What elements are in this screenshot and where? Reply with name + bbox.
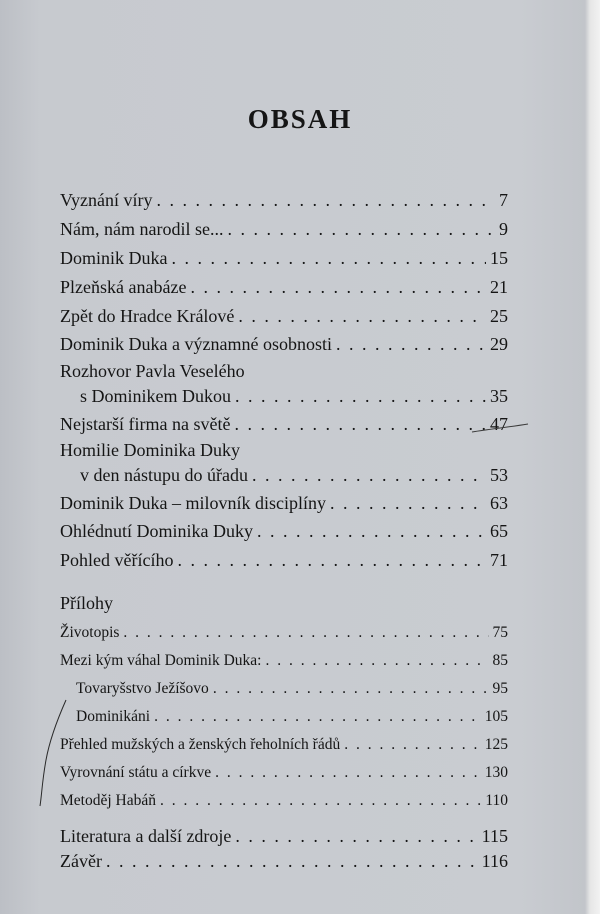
toc-entry: Nám, nám narodil se... . . . 9 <box>60 219 508 240</box>
toc-entry: Nejstarší firma na světě . . . 47 <box>60 414 508 435</box>
toc-entry: Ohlédnutí Dominika Duky . . . 65 <box>60 521 508 542</box>
toc-entry-line1: Rozhovor Pavla Veselého <box>60 361 245 381</box>
toc-entry: Dominik Duka – milovník disciplíny . . . 63 <box>60 493 508 514</box>
appendix-heading: Přílohy <box>60 593 114 613</box>
page-title: OBSAH <box>247 104 353 134</box>
toc-entry: Dominik Duka . . . 15 <box>60 248 508 269</box>
toc-entry: Pohled věřícího . . . 71 <box>60 550 508 571</box>
toc-entry: Literatura a další zdroje . . . 115 <box>60 826 508 847</box>
toc-entry: Dominik Duka a významné osobnosti . . . 29 <box>60 334 508 355</box>
appendix-entry: Dominikáni . . . 105 <box>76 708 508 726</box>
appendix-entry: Přehled mužských a ženských řeholních řádů . . . 125 <box>60 736 508 754</box>
toc-entry-line1: Homilie Dominika Duky <box>60 440 240 460</box>
toc-entry: Závěr . . . 116 <box>60 851 508 872</box>
toc-entry: Vyznání víry . . . 7 <box>60 190 508 211</box>
toc-entry: v den nástupu do úřadu . . . 53 <box>80 465 508 486</box>
appendix-entry: Vyrovnání státu a církve . . . 130 <box>60 764 508 782</box>
toc-entry: Plzeňská anabáze . . . 21 <box>60 277 508 298</box>
toc-entry: Zpět do Hradce Králové . . . 25 <box>60 306 508 327</box>
appendix-entry: Životopis . . . 75 <box>60 624 508 642</box>
appendix-entry: Tovaryšstvo Ježíšovo . . . 95 <box>76 680 508 698</box>
toc-entry: s Dominikem Dukou . . . 35 <box>80 386 508 407</box>
appendix-entry: Mezi kým váhal Dominik Duka: . . . 85 <box>60 652 508 670</box>
appendix-entry: Metoděj Habáň . . . 110 <box>60 792 508 810</box>
